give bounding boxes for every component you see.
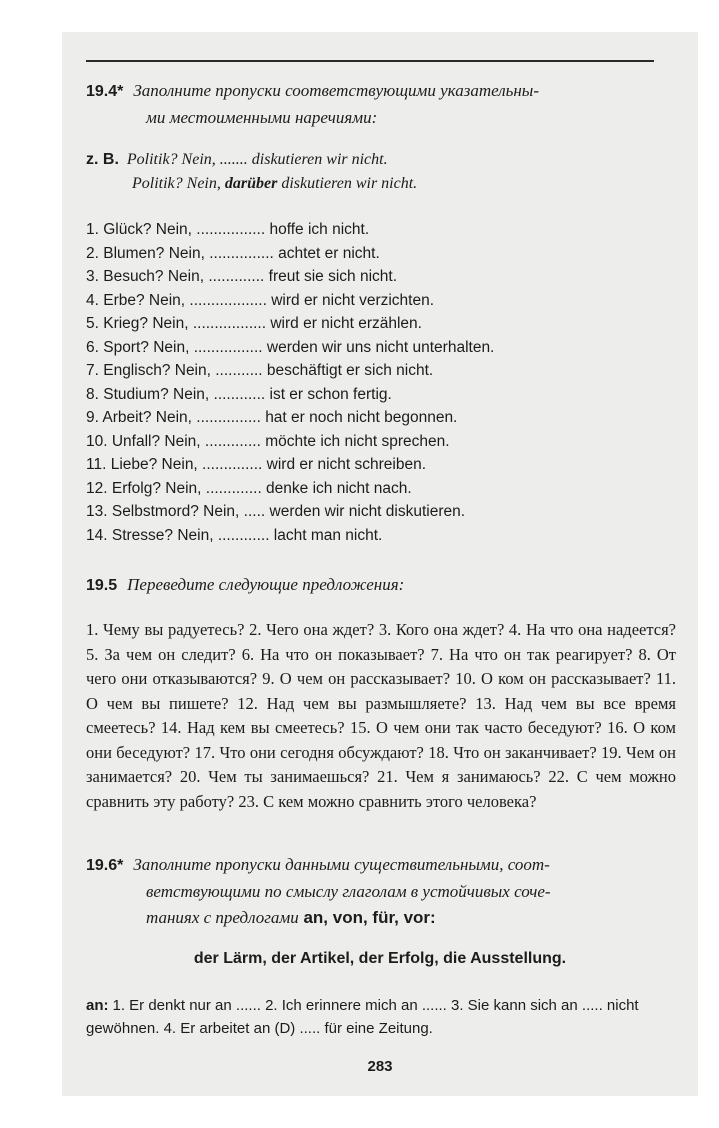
list-item: 6. Sport? Nein, ................ werden wir uns nicht unterhalten. — [86, 338, 495, 356]
exercise-sentences: 1. Er denkt nur an ...... 2. Ich erinnere mich an ...... 3. Sie kann sich an ..... nicht gewöhnen. 4. Er arbeitet an (D) ..... für eine Zeitung. — [86, 997, 639, 1037]
exercise-instruction-line2: ветствующими по смыслу глаголам в устойчивых соче- — [146, 882, 551, 901]
example-question: Politik? Nein, ....... diskutieren wir nicht. — [126, 151, 388, 168]
noun-list: der Lärm, der Artikel, der Erfolg, die Ausstellung. — [193, 950, 567, 967]
exercise-instruction-line3: таниях с предлогами an, von, für, vor: — [146, 908, 436, 927]
exercise-instruction-line2: ми местоименными наречиями: — [146, 108, 378, 127]
exercise-number: 19.4* — [86, 83, 124, 100]
list-item: 1. Glück? Nein, ................ hoffe ich nicht. — [86, 221, 370, 238]
example-block — [86, 148, 417, 196]
translation-paragraph: 1. Чему вы радуетесь? 2. Чего она ждет? 3. Кого она ждет? 4. На что она надеется? 5. За чем он следит? 6. На что он показывает? 7. На что он так реагирует? 8. От чего они отказываются? 9. О чем он рассказывает? 10. О ком он рассказывает? 11. О чем вы пишете? 12. Над чем вы размышляете? 13. Над чем вы все время смеетесь? 14. Над кем вы смеетесь? 15. О чем они так часто беседуют? 16. О ком они беседуют? 17. Что они сегодня обсуждают? 18. Что он заканчивает? 19. Чем он занимается? 20. Чем ты занимаешься? 21. Чем я занимаюсь? 22. С чем можно сравнить эту работу? 23. С кем можно сравнить этого человека? — [86, 620, 676, 811]
list-item: 2. Blumen? Nein, ............... achtet er nicht. — [86, 244, 380, 262]
exercise-number: 19.5 — [86, 577, 118, 594]
prepositions-list: an, von, für, vor: — [298, 908, 436, 927]
exercise-instruction: Переведите следующие предложения: — [127, 575, 405, 594]
book-page — [62, 32, 698, 1096]
page-number: 283 — [367, 1058, 393, 1075]
exercise-items-list — [86, 218, 646, 547]
exercise-instruction-line1: Заполните пропуски соответствующими указательны- — [133, 81, 539, 100]
list-item: 11. Liebe? Nein, .............. wird er nicht schreiben. — [86, 456, 427, 473]
list-item: 14. Stresse? Nein, ............ lacht man nicht. — [86, 526, 383, 544]
list-item: 9. Arbeit? Nein, ............... hat er noch nicht begonnen. — [86, 409, 458, 426]
list-item: 5. Krieg? Nein, ................. wird er nicht erzählen. — [86, 315, 422, 332]
list-item: 13. Selbstmord? Nein, ..... werden wir nicht diskutieren. — [86, 503, 466, 520]
example-label: z. B. — [86, 151, 119, 168]
list-item: 4. Erbe? Nein, .................. wird er nicht verzichten. — [86, 291, 435, 309]
preposition-prefix: an: — [86, 997, 109, 1014]
exercise-19-5-heading — [86, 572, 676, 599]
example-answer-word: darüber — [224, 175, 278, 192]
list-item: 12. Erfolg? Nein, ............. denke ich nicht nach. — [86, 479, 412, 497]
exercise-number: 19.6* — [86, 857, 124, 874]
exercise-instruction-line1: Заполните пропуски данными существительными, соот- — [133, 855, 550, 874]
exercise-19-6-heading — [86, 852, 676, 931]
exercise-19-4-heading — [86, 78, 676, 131]
list-item: 7. Englisch? Nein, ........... beschäftigt er sich nicht. — [86, 362, 434, 379]
list-item: 10. Unfall? Nein, ............. möchte ich nicht sprechen. — [86, 432, 450, 450]
top-rule — [86, 60, 654, 62]
list-item: 3. Besuch? Nein, ............. freut sie sich nicht. — [86, 268, 397, 285]
example-answer: Politik? Nein, darüber diskutieren wir nicht. — [132, 175, 418, 192]
list-item: 8. Studium? Nein, ............ ist er schon fertig. — [86, 385, 392, 403]
exercise-19-6-text — [86, 994, 676, 1040]
